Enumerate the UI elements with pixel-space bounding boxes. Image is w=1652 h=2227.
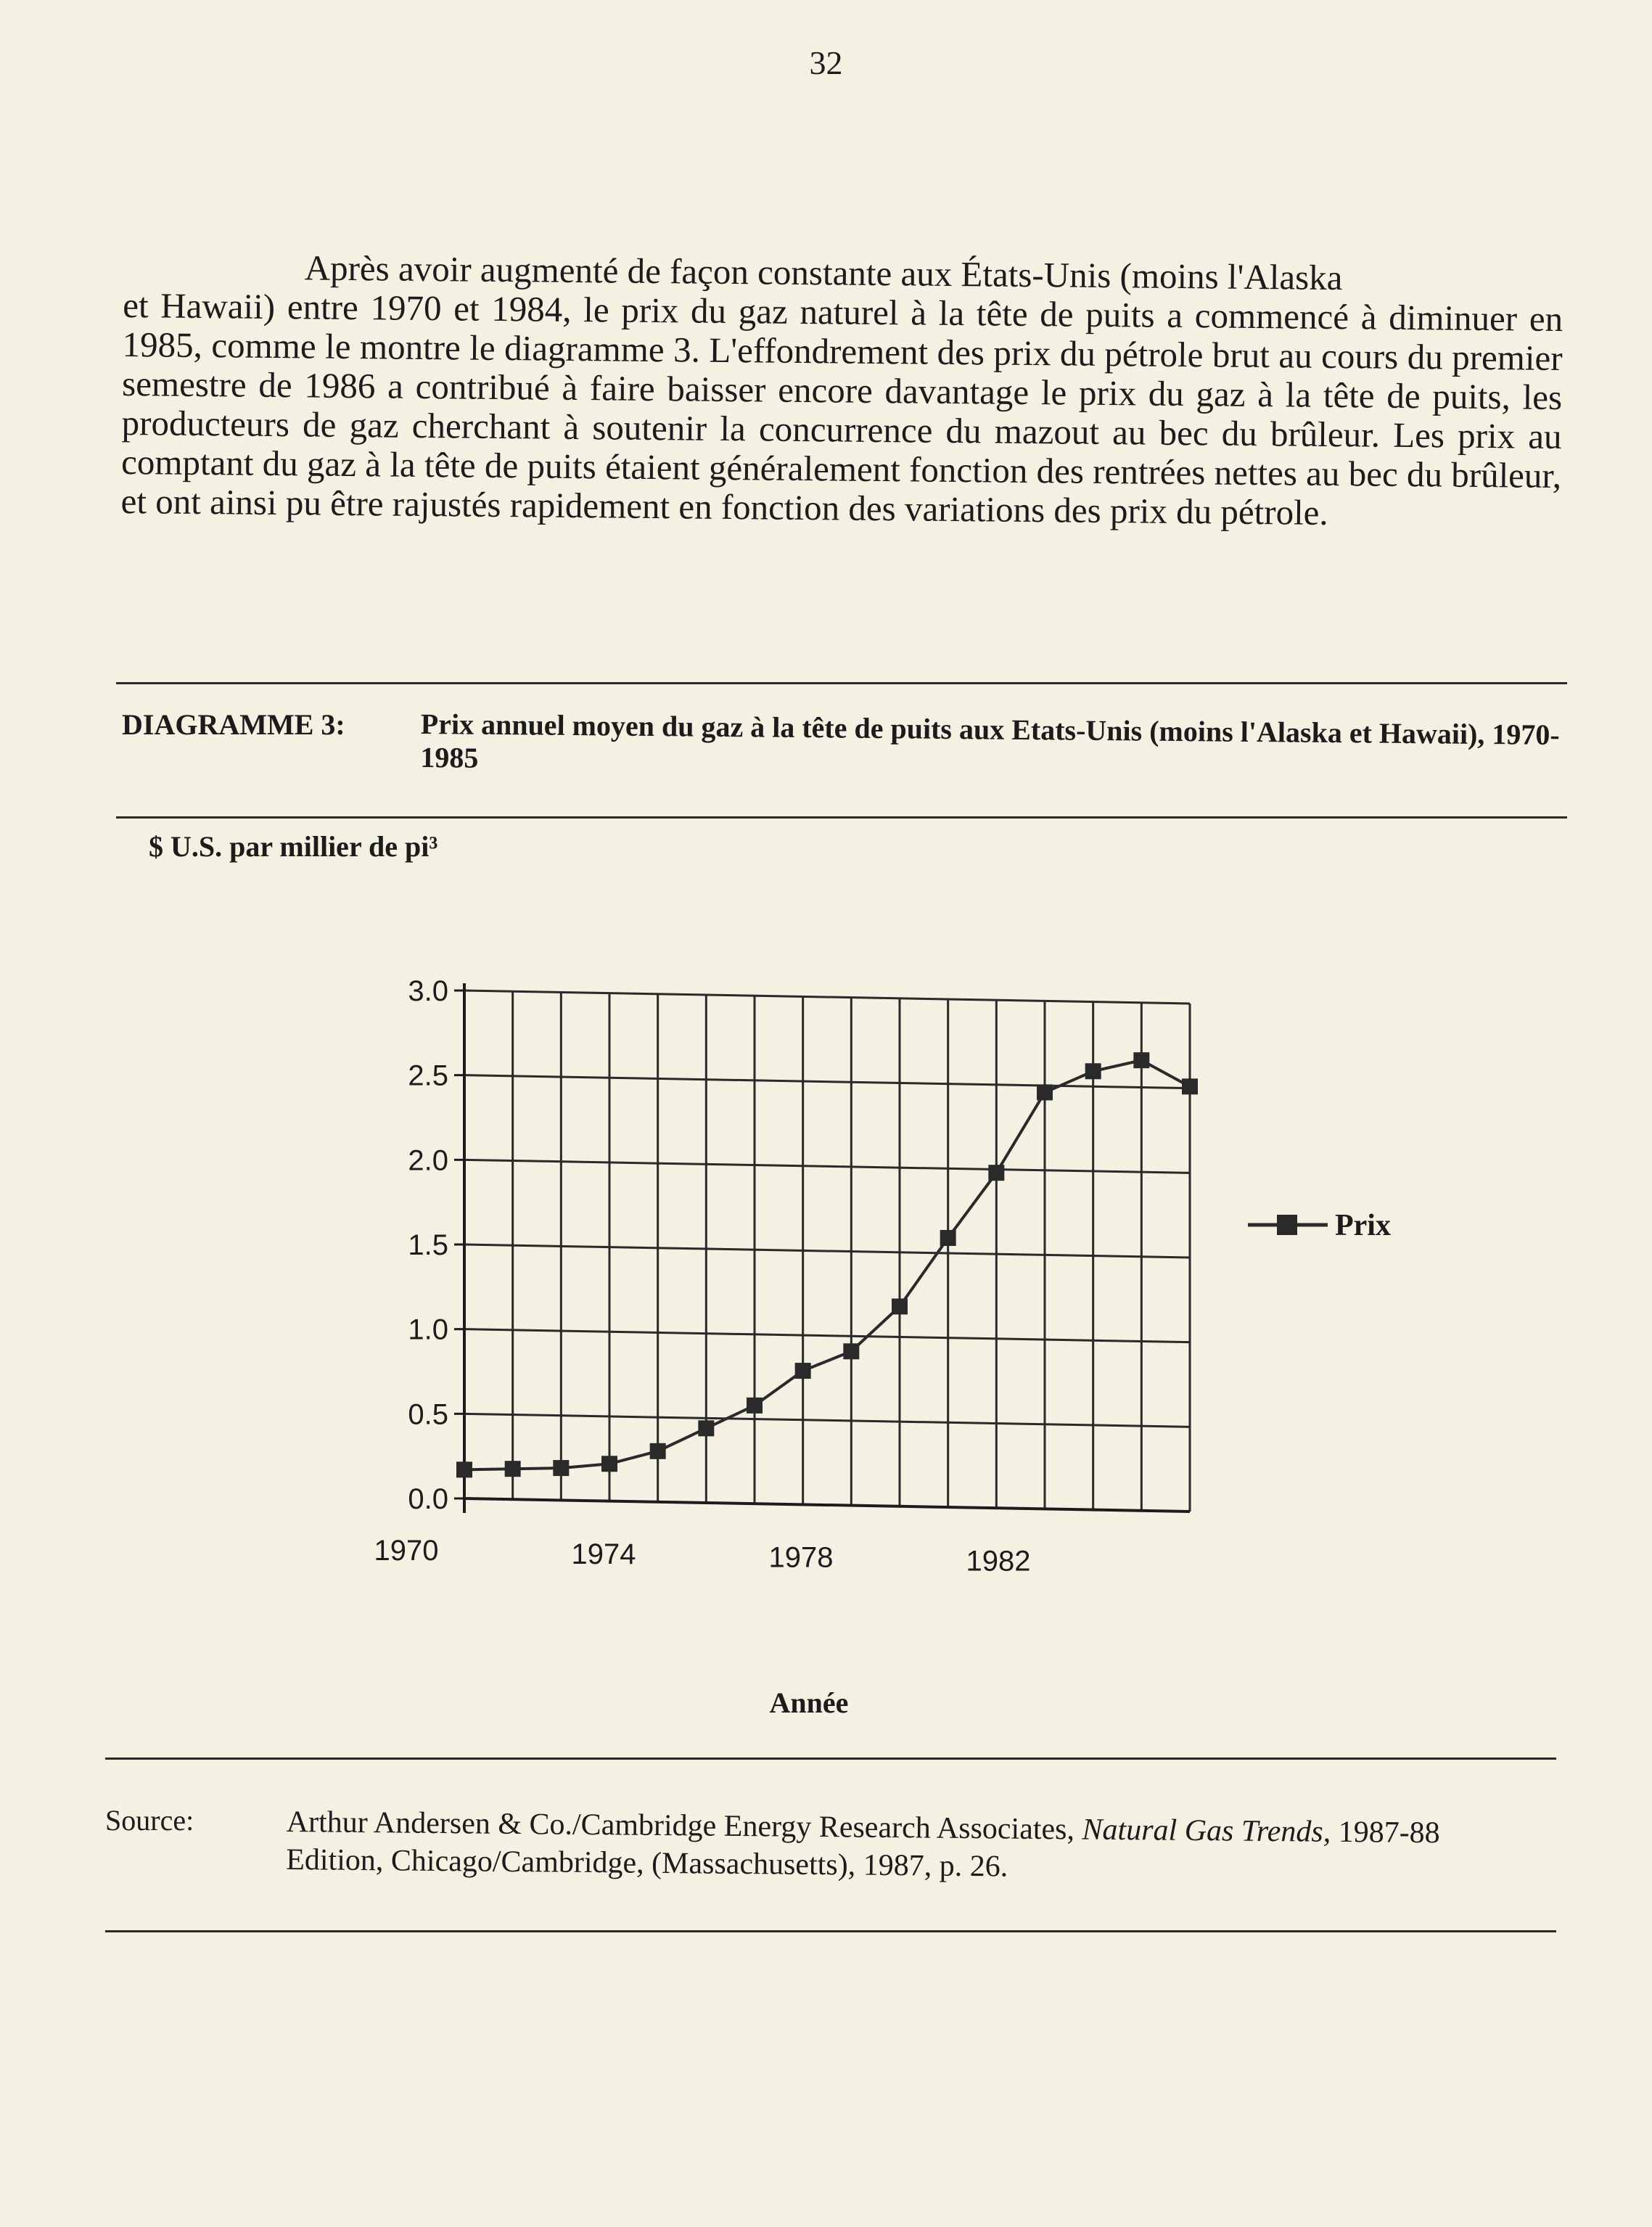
source-label: Source: bbox=[105, 1804, 194, 1837]
x-axis-line bbox=[464, 1498, 1190, 1512]
data-point-marker bbox=[1085, 1063, 1101, 1079]
data-point-marker bbox=[747, 1398, 763, 1414]
y-tick-label: 3.0 bbox=[408, 975, 448, 1007]
data-point-marker bbox=[892, 1298, 908, 1314]
legend-label-prix: Prix bbox=[1335, 1209, 1391, 1242]
data-point-marker bbox=[698, 1420, 714, 1436]
paragraph-continuation: et Hawaii) entre 1970 et 1984, le prix du gaz naturel à la tête de puits a commencé à diminuer en 1985, comme le montre le diagramme 3. L'effondrement des prix du pétrole brut au cours du premier semestre de 1986 a contribué à faire baisser encore davantage le prix du gaz à la tête de puits, les producteurs de gaz cherchant à soutenir la concurrence du mazout au bec du brûleur. Les prix au comptant du gaz à la tête de puits étaient généralement fonction des rentrées nettes au bec du brûleur, et ont ainsi pu être rajustés rapidement en fonction des variations des prix du pétrole. bbox=[120, 284, 1563, 533]
y-tick-label: 1.5 bbox=[408, 1229, 448, 1261]
paragraph-first-line: Après avoir augmenté de façon constante aux États-Unis (moins l'Alaska bbox=[304, 247, 1343, 298]
source-text-after: 1987-88 Edition, Chicago/Cambridge, (Massachusetts), 1987, p. 26. bbox=[286, 1815, 1440, 1884]
data-point-marker bbox=[601, 1456, 617, 1472]
data-point-marker bbox=[1133, 1052, 1149, 1068]
source-title-italic: Natural Gas Trends, bbox=[1082, 1813, 1331, 1849]
source-rule-top bbox=[105, 1758, 1556, 1760]
data-point-marker bbox=[553, 1460, 569, 1476]
grid-line-horizontal bbox=[464, 1160, 1190, 1173]
data-point-marker bbox=[988, 1165, 1004, 1181]
series-line-prix bbox=[464, 1060, 1190, 1469]
grid-line-horizontal bbox=[464, 1244, 1190, 1258]
grid-line-horizontal bbox=[464, 1329, 1190, 1342]
x-axis-label: Année bbox=[769, 1686, 849, 1719]
diagram-title: Prix annuel moyen du gaz à la tête de puits aux Etats-Unis (moins l'Alaska et Hawaii), 1970-1985 bbox=[420, 708, 1560, 774]
data-point-marker bbox=[843, 1343, 859, 1359]
page-number: 32 bbox=[809, 44, 843, 81]
x-tick-label: 1974 bbox=[571, 1538, 636, 1570]
data-point-marker bbox=[795, 1363, 811, 1379]
x-tick-label: 1978 bbox=[768, 1541, 834, 1574]
grid-line-horizontal bbox=[464, 991, 1190, 1004]
x-tick-label: 1970 bbox=[374, 1535, 439, 1567]
y-tick-label: 1.0 bbox=[408, 1313, 448, 1346]
legend-marker-prix bbox=[1277, 1215, 1297, 1235]
data-point-marker bbox=[456, 1461, 472, 1477]
source-citation bbox=[286, 1803, 1520, 1890]
grid-line-horizontal bbox=[464, 1414, 1190, 1427]
data-point-marker bbox=[940, 1230, 956, 1246]
y-tick-label: 0.0 bbox=[408, 1483, 448, 1515]
y-tick-label: 0.5 bbox=[408, 1398, 448, 1431]
y-tick-label: 2.0 bbox=[408, 1144, 448, 1177]
data-point-marker bbox=[1037, 1084, 1053, 1100]
source-rule-bottom bbox=[105, 1930, 1556, 1932]
source-text-before: Arthur Andersen & Co./Cambridge Energy Research Associates, bbox=[286, 1805, 1082, 1847]
data-point-marker bbox=[650, 1443, 666, 1459]
diagram-label: DIAGRAMME 3: bbox=[122, 708, 345, 741]
y-axis-unit-label: $ U.S. par millier de pi³ bbox=[149, 830, 438, 863]
data-point-marker bbox=[1182, 1078, 1198, 1094]
x-tick-label: 1982 bbox=[966, 1545, 1031, 1578]
y-tick-label: 2.5 bbox=[408, 1059, 448, 1092]
data-point-marker bbox=[505, 1461, 521, 1477]
